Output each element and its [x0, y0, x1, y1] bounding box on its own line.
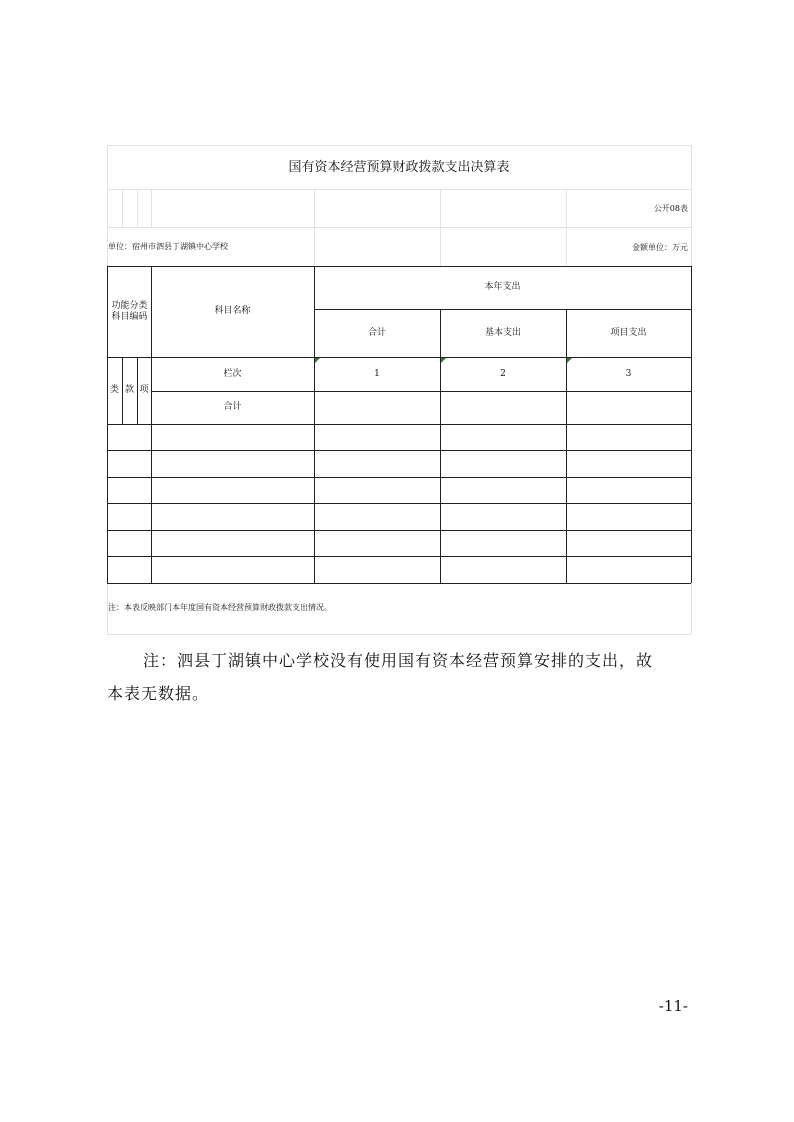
- grid-line: [122, 189, 123, 227]
- note-line-1: 注：泗县丁湖镇中心学校没有使用国有资本经营预算安排的支出，故: [143, 651, 654, 670]
- grid-line: [314, 189, 315, 266]
- table-border: [440, 309, 441, 583]
- table-border: [107, 503, 691, 504]
- comment-marker: [441, 358, 446, 363]
- header-func-class-code: 功能分类科目编码: [111, 301, 148, 322]
- table-border: [107, 424, 691, 425]
- table-border: [151, 391, 691, 392]
- column-index-label: 栏次: [223, 369, 242, 379]
- table-border: [107, 556, 691, 557]
- form-code: 公开08表: [653, 204, 688, 213]
- table-border: [107, 357, 691, 358]
- header-lei: 类: [109, 385, 119, 395]
- sum-row-label: 合计: [223, 402, 242, 412]
- table-border: [107, 266, 691, 267]
- header-kuan: 款: [124, 385, 134, 395]
- table-border: [314, 266, 315, 583]
- header-project-expense: 项目支出: [610, 328, 647, 338]
- header-current-year-expense: 本年支出: [484, 282, 521, 292]
- grid-line: [107, 189, 691, 190]
- table-border: [314, 309, 691, 310]
- amount-unit: 金额单位：万元: [632, 243, 688, 252]
- header-basic-expense: 基本支出: [484, 328, 521, 338]
- header-total: 合计: [367, 328, 386, 338]
- column-index-2: 2: [500, 369, 506, 379]
- table-title: 国有资本经营预算财政拨款支出决算表: [288, 160, 510, 175]
- grid-line: [440, 189, 441, 266]
- table-border: [566, 309, 567, 583]
- header-xiang: 项: [139, 385, 149, 395]
- grid-line: [566, 189, 567, 266]
- page-number: -11-: [658, 997, 688, 1015]
- table-border: [107, 583, 691, 584]
- table-border: [691, 266, 692, 583]
- grid-line: [107, 227, 691, 228]
- column-index-1: 1: [374, 369, 380, 379]
- table-footnote: 注：本表反映部门本年度国有资本经营预算财政拨款支出情况。: [108, 603, 332, 612]
- grid-line: [151, 189, 152, 227]
- table-border: [107, 477, 691, 478]
- comment-marker: [315, 358, 320, 363]
- column-index-3: 3: [625, 369, 632, 379]
- grid-line: [137, 189, 138, 227]
- header-subject-name: 科目名称: [214, 306, 251, 316]
- table-border: [107, 450, 691, 451]
- comment-marker: [567, 358, 572, 363]
- unit-label: 单位：宿州市泗县丁湖镇中心学校: [108, 242, 228, 251]
- grid-line: [107, 145, 691, 146]
- note-line-2: 本表无数据。: [107, 684, 210, 703]
- grid-line: [107, 634, 691, 635]
- table-border: [107, 530, 691, 531]
